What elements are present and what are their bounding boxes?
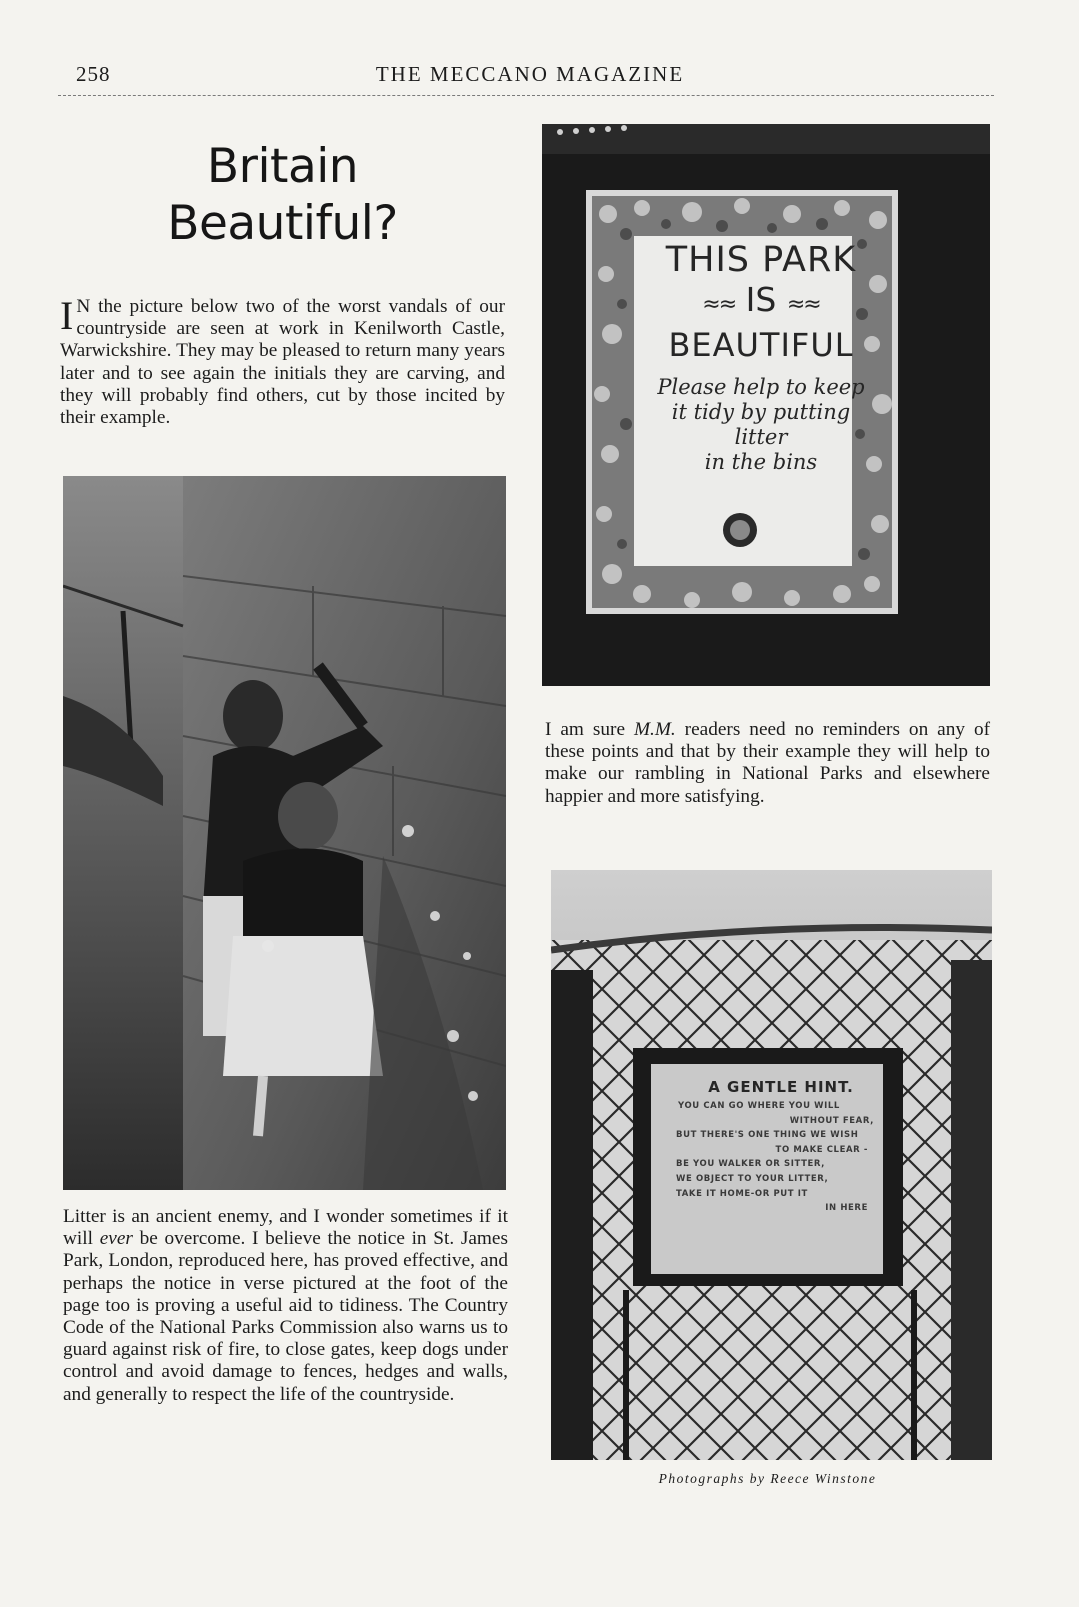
gentle-hint-line: WITHOUT FEAR,: [789, 1115, 874, 1126]
readers-text-emphasis: M.M.: [633, 719, 676, 740]
swash-ornament-icon: ≈≈: [702, 292, 736, 317]
park-sign-plea-line-2: it tidy by putting litter: [671, 400, 851, 449]
park-sign-line-2: [646, 280, 876, 325]
park-sign-plea-line-3: in the bins: [704, 450, 818, 474]
park-sign-text: [646, 240, 876, 475]
gentle-hint-line: BE YOU WALKER OR SITTER,: [676, 1159, 826, 1170]
gentle-hint-line: TO MAKE CLEAR -: [775, 1144, 868, 1155]
intro-text: N the picture below two of the worst vandals of our countryside are seen at work in Kenilworth Castle, Warwickshire. They may be pleased to return many years later and to see again the initials they are carving, and they will probably find others, cut by those incited by their example.: [60, 296, 505, 429]
gentle-hint-line: IN HERE: [825, 1203, 868, 1214]
gentle-hint-line: TAKE IT HOME-OR PUT IT: [676, 1188, 808, 1199]
litter-text-end: be overcome. I believe the notice in St. James Park, London, reproduced here, has proved effective, and perhaps the notice in verse pictured at the foot of the page too is proving a useful aid to tidiness. The Country Code of the National Parks Commission also warns us to guard against risk of fire, to close gates, keep dogs under control and avoid damage to fences, hedges and walls, and generally to respect the life of the countryside.: [63, 1228, 508, 1405]
gentle-hint-notice: [676, 1078, 886, 1216]
park-sign-plea-line-1: Please help to keep: [657, 375, 865, 399]
park-sign-line-3: BEAUTIFUL: [668, 326, 854, 364]
running-title: THE MECCANO MAGAZINE: [375, 62, 685, 86]
litter-text-emphasis: ever: [99, 1228, 133, 1250]
header-rule: [58, 95, 994, 96]
headline-line-1: Britain: [206, 139, 359, 194]
drop-cap: I: [60, 293, 74, 338]
kenilworth-castle-photo: [63, 476, 506, 1190]
gentle-hint-line: WE OBJECT TO YOUR LITTER,: [676, 1173, 829, 1184]
gentle-hint-title: A GENTLE HINT.: [708, 1078, 854, 1096]
park-sign-line-1: THIS PARK: [665, 240, 857, 280]
park-sign-plea: [646, 375, 876, 475]
park-sign-line-2-text: IS: [745, 280, 777, 319]
readers-text-end: readers need no reminders on any of these points and that by their example they will help to make our rambling in National Parks and elsewhere happier and more satisfying.: [545, 719, 991, 807]
page-number: 258: [76, 62, 111, 86]
swash-ornament-icon: ≈≈: [786, 292, 820, 317]
article-headline: [60, 138, 505, 252]
intro-paragraph: [60, 293, 505, 429]
litter-paragraph: [63, 1206, 508, 1406]
gentle-hint-line: YOU CAN GO WHERE YOU WILL: [678, 1101, 840, 1111]
litter-text-start: Litter is an ancient enemy, and I wonder sometimes if it will: [63, 1206, 508, 1250]
readers-text-start: I am sure: [545, 719, 634, 740]
readers-paragraph: [545, 719, 990, 808]
headline-line-2: Beautiful?: [167, 196, 398, 251]
gentle-hint-line: BUT THERE'S ONE THING WE WISH: [676, 1130, 859, 1141]
photo-credit: Photographs by Reece Winstone: [658, 1471, 877, 1486]
